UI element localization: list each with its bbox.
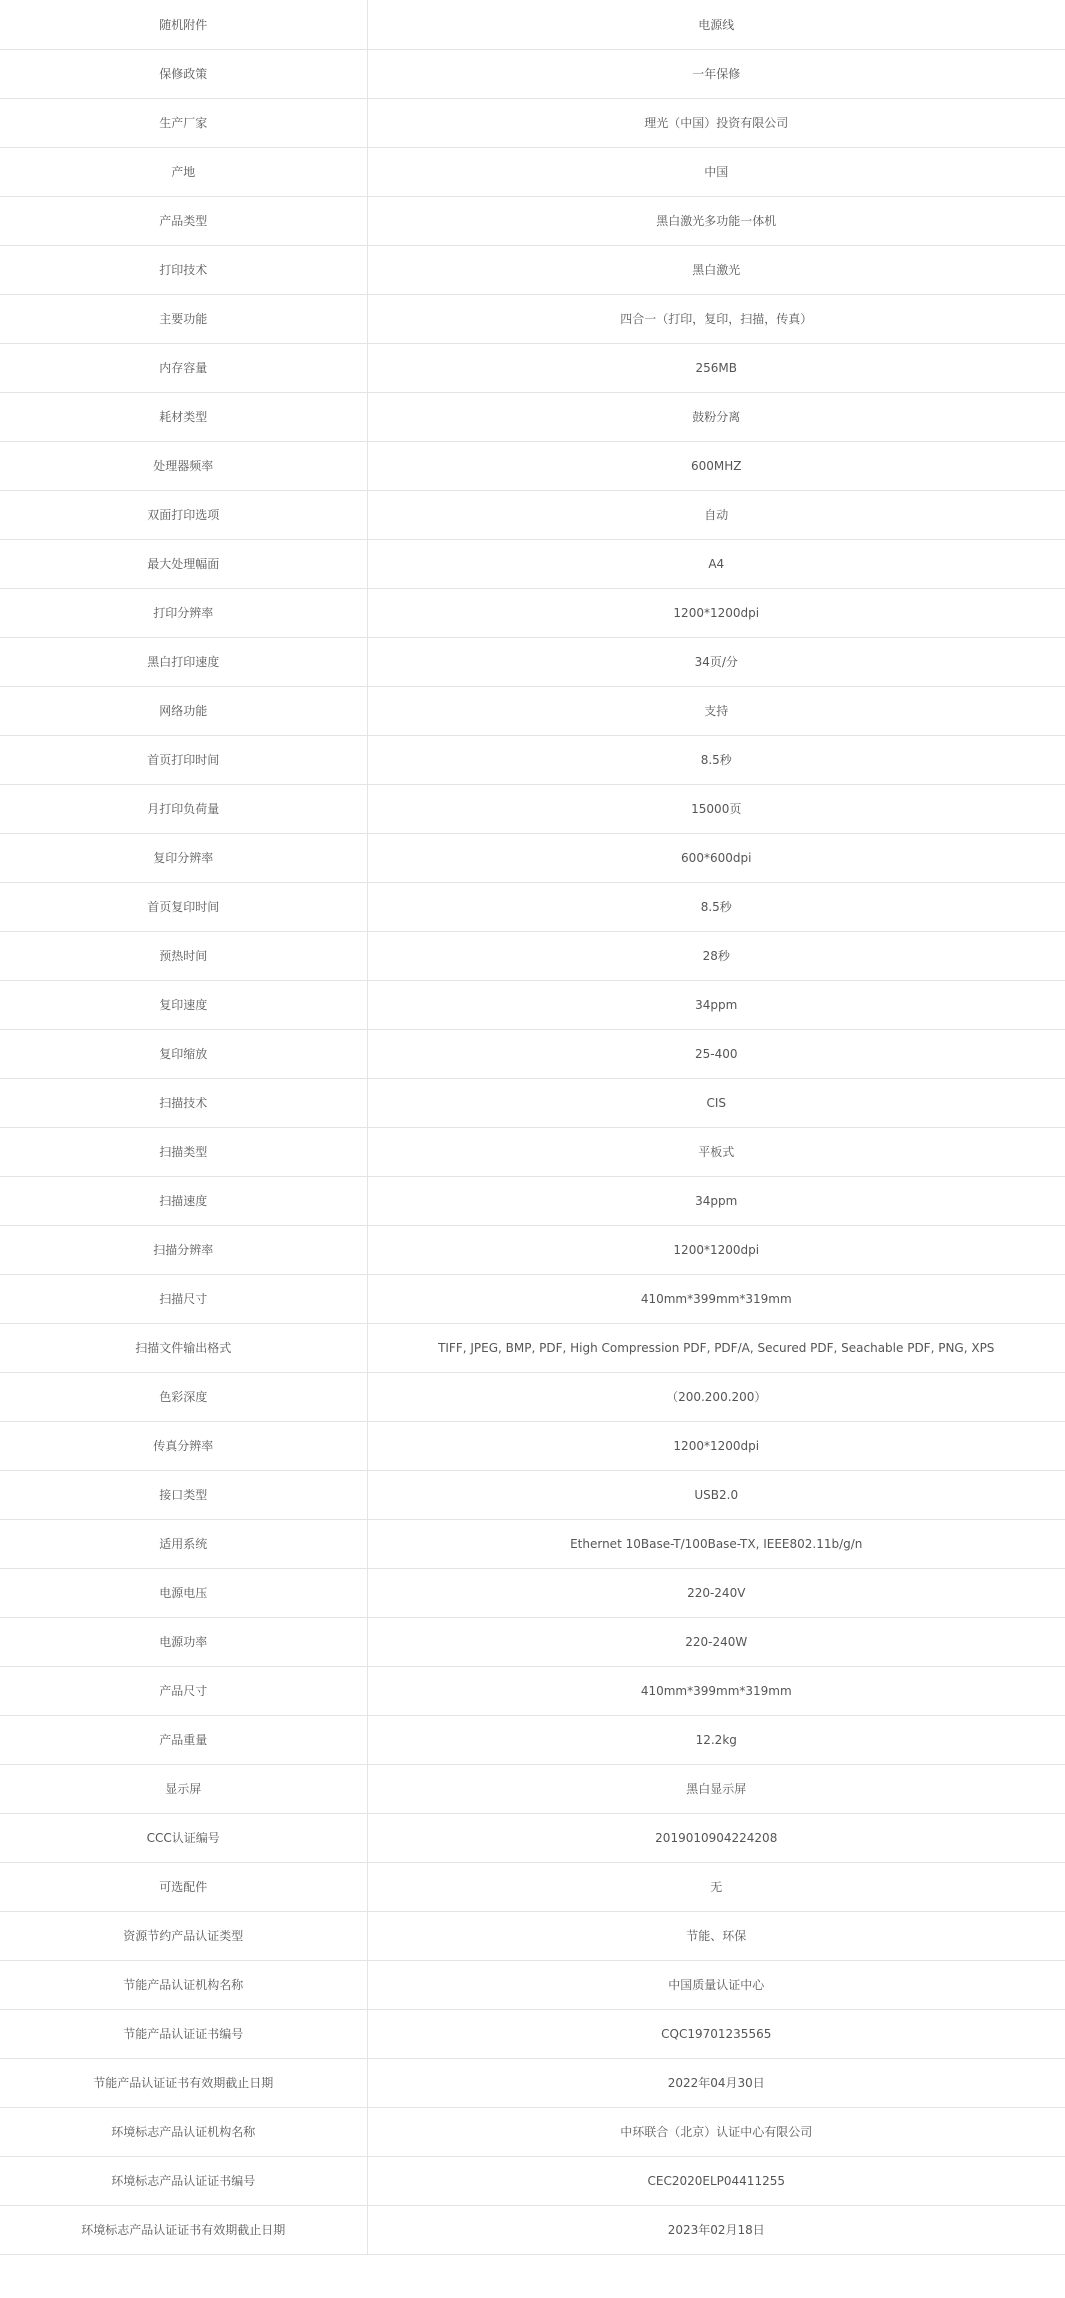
- table-row: [0, 686, 1065, 735]
- table-row: [0, 1372, 1065, 1421]
- spec-label: 接口类型: [0, 1470, 367, 1519]
- table-row: [0, 980, 1065, 1029]
- spec-label: 扫描技术: [0, 1078, 367, 1127]
- table-row: [0, 1666, 1065, 1715]
- table-row: [0, 49, 1065, 98]
- spec-value: 34页/分: [367, 637, 1065, 686]
- table-row: [0, 1274, 1065, 1323]
- table-row: [0, 490, 1065, 539]
- spec-value: Ethernet 10Base-T/100Base-TX, IEEE802.11b/g/n: [367, 1519, 1065, 1568]
- spec-label: 产地: [0, 147, 367, 196]
- spec-label: 环境标志产品认证机构名称: [0, 2107, 367, 2156]
- table-row: [0, 784, 1065, 833]
- spec-value: 鼓粉分离: [367, 392, 1065, 441]
- spec-value: CIS: [367, 1078, 1065, 1127]
- spec-value: 220-240W: [367, 1617, 1065, 1666]
- spec-label: 环境标志产品认证证书有效期截止日期: [0, 2205, 367, 2254]
- table-row: [0, 1029, 1065, 1078]
- spec-label: 复印分辨率: [0, 833, 367, 882]
- spec-label: 显示屏: [0, 1764, 367, 1813]
- spec-label: 扫描类型: [0, 1127, 367, 1176]
- table-row: [0, 1127, 1065, 1176]
- spec-label: 电源功率: [0, 1617, 367, 1666]
- spec-value: （200.200.200）: [367, 1372, 1065, 1421]
- spec-value: 平板式: [367, 1127, 1065, 1176]
- spec-value: 支持: [367, 686, 1065, 735]
- table-row: [0, 735, 1065, 784]
- spec-label: 产品尺寸: [0, 1666, 367, 1715]
- spec-value: 8.5秒: [367, 735, 1065, 784]
- spec-label: 处理器频率: [0, 441, 367, 490]
- spec-label: 资源节约产品认证类型: [0, 1911, 367, 1960]
- spec-value: 2023年02月18日: [367, 2205, 1065, 2254]
- spec-label: 首页复印时间: [0, 882, 367, 931]
- table-row: [0, 2156, 1065, 2205]
- table-row: [0, 2107, 1065, 2156]
- spec-value: 一年保修: [367, 49, 1065, 98]
- table-row: [0, 1960, 1065, 2009]
- spec-label: 复印缩放: [0, 1029, 367, 1078]
- table-row: [0, 2009, 1065, 2058]
- spec-value: 15000页: [367, 784, 1065, 833]
- spec-label: 节能产品认证机构名称: [0, 1960, 367, 2009]
- spec-value: 中国质量认证中心: [367, 1960, 1065, 2009]
- spec-value: 中环联合（北京）认证中心有限公司: [367, 2107, 1065, 2156]
- spec-label: 主要功能: [0, 294, 367, 343]
- spec-value: 2019010904224208: [367, 1813, 1065, 1862]
- table-row: [0, 2205, 1065, 2254]
- spec-label: CCC认证编号: [0, 1813, 367, 1862]
- spec-value: 中国: [367, 147, 1065, 196]
- table-row: [0, 539, 1065, 588]
- table-row: [0, 833, 1065, 882]
- table-row: [0, 98, 1065, 147]
- spec-label: 复印速度: [0, 980, 367, 1029]
- table-row: [0, 294, 1065, 343]
- table-row: [0, 441, 1065, 490]
- spec-value: 1200*1200dpi: [367, 1421, 1065, 1470]
- table-row: [0, 1078, 1065, 1127]
- spec-label: 扫描分辨率: [0, 1225, 367, 1274]
- spec-value: A4: [367, 539, 1065, 588]
- table-row: [0, 1911, 1065, 1960]
- spec-value: 8.5秒: [367, 882, 1065, 931]
- table-row: [0, 392, 1065, 441]
- spec-label: 随机附件: [0, 0, 367, 49]
- spec-value: 34ppm: [367, 980, 1065, 1029]
- table-row: [0, 1862, 1065, 1911]
- spec-label: 传真分辨率: [0, 1421, 367, 1470]
- spec-label: 电源电压: [0, 1568, 367, 1617]
- table-row: [0, 1176, 1065, 1225]
- spec-value: CQC19701235565: [367, 2009, 1065, 2058]
- spec-value: 220-240V: [367, 1568, 1065, 1617]
- spec-value: 黑白激光: [367, 245, 1065, 294]
- table-row: [0, 588, 1065, 637]
- table-row: [0, 1323, 1065, 1372]
- spec-label: 内存容量: [0, 343, 367, 392]
- spec-value: 自动: [367, 490, 1065, 539]
- table-row: [0, 0, 1065, 49]
- spec-label: 网络功能: [0, 686, 367, 735]
- table-row: [0, 931, 1065, 980]
- spec-value: 256MB: [367, 343, 1065, 392]
- table-row: [0, 1421, 1065, 1470]
- spec-value: 四合一（打印，复印，扫描，传真）: [367, 294, 1065, 343]
- spec-value: USB2.0: [367, 1470, 1065, 1519]
- spec-label: 节能产品认证证书编号: [0, 2009, 367, 2058]
- spec-label: 产品类型: [0, 196, 367, 245]
- table-row: [0, 2058, 1065, 2107]
- spec-value: 黑白激光多功能一体机: [367, 196, 1065, 245]
- table-row: [0, 196, 1065, 245]
- spec-value: 34ppm: [367, 1176, 1065, 1225]
- table-row: [0, 1715, 1065, 1764]
- spec-label: 生产厂家: [0, 98, 367, 147]
- table-row: [0, 1813, 1065, 1862]
- spec-label: 耗材类型: [0, 392, 367, 441]
- spec-label: 扫描文件输出格式: [0, 1323, 367, 1372]
- table-row: [0, 1225, 1065, 1274]
- table-row: [0, 1519, 1065, 1568]
- spec-value: 无: [367, 1862, 1065, 1911]
- table-row: [0, 343, 1065, 392]
- table-row: [0, 882, 1065, 931]
- spec-label: 环境标志产品认证证书编号: [0, 2156, 367, 2205]
- spec-label: 打印技术: [0, 245, 367, 294]
- spec-label: 扫描速度: [0, 1176, 367, 1225]
- table-row: [0, 147, 1065, 196]
- spec-value: 410mm*399mm*319mm: [367, 1666, 1065, 1715]
- table-row: [0, 1617, 1065, 1666]
- spec-value: 电源线: [367, 0, 1065, 49]
- spec-value: 12.2kg: [367, 1715, 1065, 1764]
- spec-label: 产品重量: [0, 1715, 367, 1764]
- spec-value: 25-400: [367, 1029, 1065, 1078]
- spec-value: 节能、环保: [367, 1911, 1065, 1960]
- table-row: [0, 1470, 1065, 1519]
- table-row: [0, 1764, 1065, 1813]
- table-row: [0, 1568, 1065, 1617]
- spec-value: 600*600dpi: [367, 833, 1065, 882]
- spec-label: 首页打印时间: [0, 735, 367, 784]
- spec-label: 适用系统: [0, 1519, 367, 1568]
- spec-value: CEC2020ELP04411255: [367, 2156, 1065, 2205]
- table-row: [0, 245, 1065, 294]
- spec-label: 可选配件: [0, 1862, 367, 1911]
- spec-label: 色彩深度: [0, 1372, 367, 1421]
- spec-label: 打印分辨率: [0, 588, 367, 637]
- table-row: [0, 637, 1065, 686]
- spec-label: 最大处理幅面: [0, 539, 367, 588]
- spec-value: 1200*1200dpi: [367, 588, 1065, 637]
- spec-value: 410mm*399mm*319mm: [367, 1274, 1065, 1323]
- spec-value: 黑白显示屏: [367, 1764, 1065, 1813]
- spec-label: 预热时间: [0, 931, 367, 980]
- spec-label: 扫描尺寸: [0, 1274, 367, 1323]
- spec-value: 600MHZ: [367, 441, 1065, 490]
- spec-label: 月打印负荷量: [0, 784, 367, 833]
- spec-value: 28秒: [367, 931, 1065, 980]
- spec-value: TIFF, JPEG, BMP, PDF, High Compression PDF, PDF/A, Secured PDF, Seachable PDF, PNG, XPS: [367, 1323, 1065, 1372]
- spec-label: 保修政策: [0, 49, 367, 98]
- spec-value: 理光（中国）投资有限公司: [367, 98, 1065, 147]
- spec-label: 节能产品认证证书有效期截止日期: [0, 2058, 367, 2107]
- spec-label: 双面打印选项: [0, 490, 367, 539]
- spec-value: 1200*1200dpi: [367, 1225, 1065, 1274]
- spec-label: 黑白打印速度: [0, 637, 367, 686]
- spec-value: 2022年04月30日: [367, 2058, 1065, 2107]
